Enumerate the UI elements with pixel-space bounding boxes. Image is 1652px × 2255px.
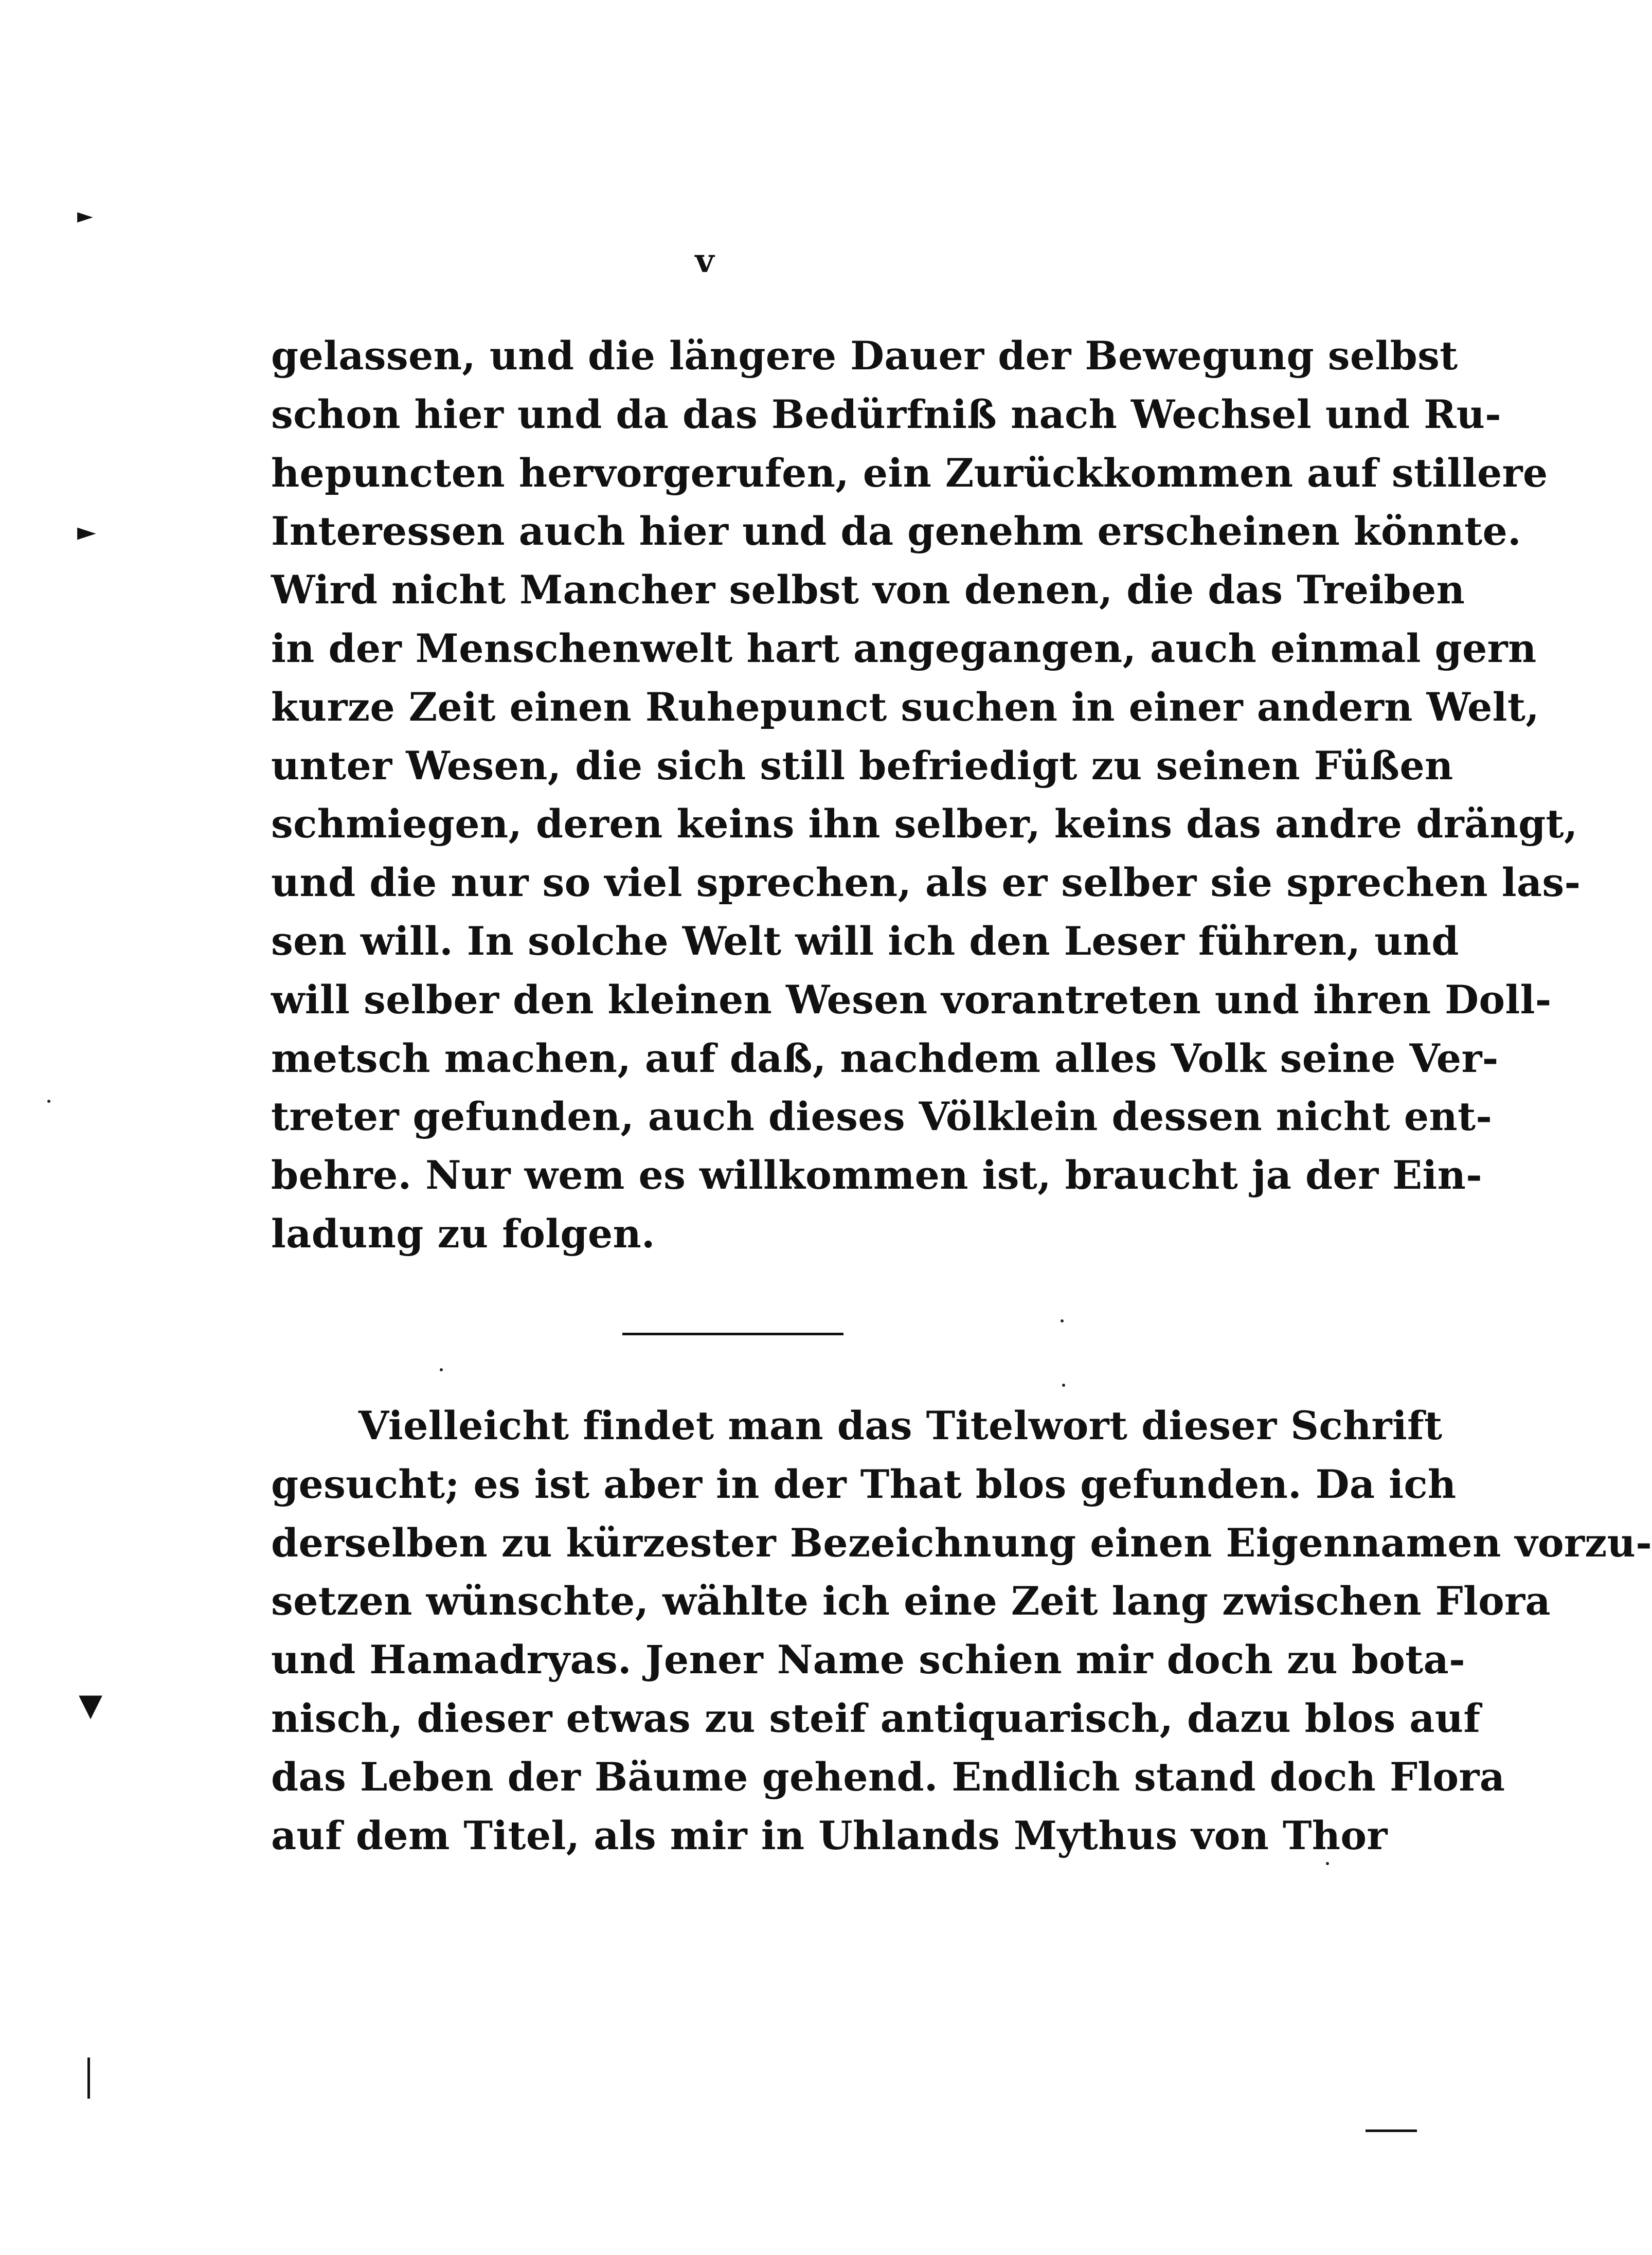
text-line: gesucht; es ist aber in der That blos gefunden. Da ich	[271, 1461, 1457, 1507]
text-line: kurze Zeit einen Ruhepunct suchen in einer andern Welt,	[271, 684, 1540, 730]
text-line: gelassen, und die längere Dauer der Bewegung selbst	[271, 333, 1458, 379]
text-line: in der Menschenwelt hart angegangen, auch einmal gern	[271, 625, 1537, 671]
margin-arrow-icon: ►	[77, 204, 93, 228]
margin-arrow-icon: ▼	[79, 1687, 103, 1723]
text-line: sen will. In solche Welt will ich den Leser führen, und	[271, 918, 1459, 964]
margin-tick-mark	[87, 2057, 90, 2099]
text-line: das Leben der Bäume gehend. Endlich stand doch Flora	[271, 1753, 1505, 1800]
text-line: will selber den kleinen Wesen vorantreten und ihren Doll-	[271, 976, 1552, 1023]
text-line: behre. Nur wem es willkommen ist, braucht ja der Ein-	[271, 1152, 1482, 1198]
scan-speck	[47, 1100, 50, 1103]
text-line: und Hamadryas. Jener Name schien mir doch zu bota-	[271, 1637, 1465, 1683]
paragraph-2	[271, 1397, 1652, 1865]
text-line: und die nur so viel sprechen, als er selber sie sprechen las-	[271, 860, 1581, 906]
scan-speck	[1061, 1319, 1064, 1322]
margin-dash-mark	[1366, 2129, 1417, 2132]
text-line: metsch machen, auf daß, nachdem alles Volk seine Ver-	[271, 1035, 1499, 1081]
text-line: treter gefunden, auch dieses Völklein dessen nicht ent-	[271, 1094, 1493, 1140]
section-divider	[622, 1333, 843, 1335]
scan-speck	[440, 1368, 443, 1371]
paragraph-1	[271, 327, 1581, 1263]
text-line: ladung zu folgen.	[271, 1210, 655, 1257]
text-line: Vielleicht findet man das Titelwort dieser Schrift	[358, 1403, 1443, 1448]
text-line: derselben zu kürzester Bezeichnung einen Eigennamen vorzu-	[271, 1519, 1652, 1566]
text-line: auf dem Titel, als mir in Uhlands Mythus von Thor	[271, 1812, 1388, 1858]
page-number: v	[695, 242, 714, 280]
scan-speck	[1062, 1384, 1065, 1387]
text-line: Interessen auch hier und da genehm erscheinen könnte.	[271, 508, 1521, 554]
text-line: hepuncten hervorgerufen, ein Zurückkommen auf stillere	[271, 450, 1548, 496]
text-line: schon hier und da das Bedürfniß nach Wechsel und Ru-	[271, 391, 1502, 437]
text-line: Wird nicht Mancher selbst von denen, die das Treiben	[271, 567, 1465, 613]
margin-arrow-icon: ►	[77, 517, 96, 546]
text-line: schmiegen, deren keins ihn selber, keins das andre drängt,	[271, 801, 1578, 847]
scan-speck	[1326, 1862, 1329, 1865]
text-line: unter Wesen, die sich still befriedigt zu seinen Füßen	[271, 742, 1453, 789]
text-line: nisch, dieser etwas zu steif antiquarisch, dazu blos auf	[271, 1695, 1481, 1741]
text-line: setzen wünschte, wählte ich eine Zeit lang zwischen Flora	[271, 1578, 1551, 1624]
